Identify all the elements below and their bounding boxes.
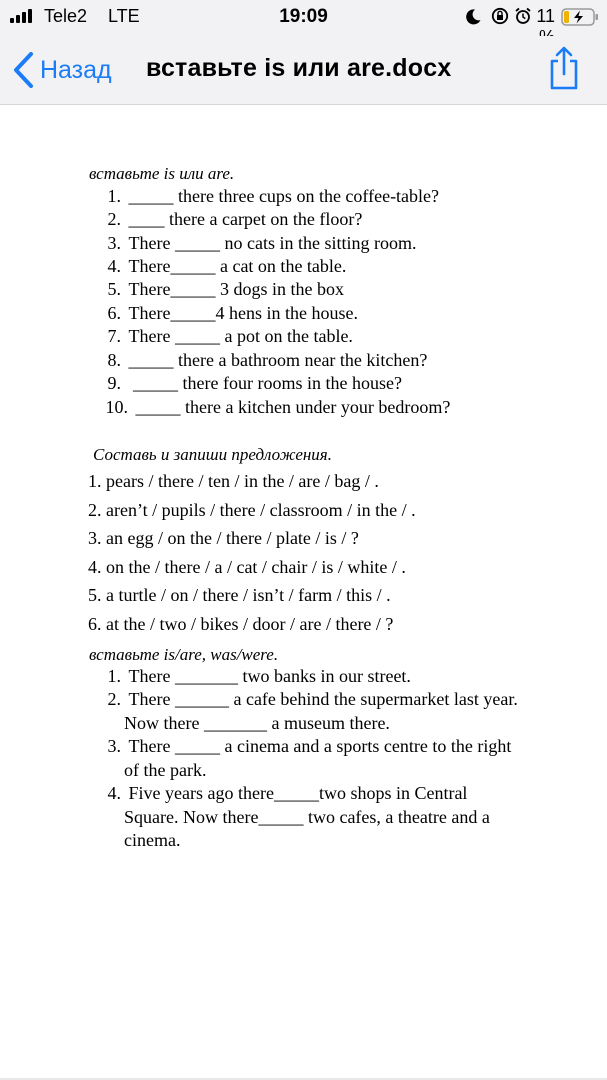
battery-charging-icon (561, 8, 599, 26)
list-item: 1. There _______ two banks in our street. (107, 666, 411, 686)
list-item-continuation: Square. Now there_____ two cafes, a theatre and a (124, 807, 490, 827)
list-item: 2. There ______ a cafe behind the supermarket last year. (107, 689, 518, 709)
back-button[interactable] (12, 50, 112, 90)
list-item: 4. There_____ a cat on the table. (107, 256, 347, 276)
list-item: 8. _____ there a bathroom near the kitchen? (107, 350, 428, 370)
battery-percent: 11 (536, 6, 555, 26)
list-item: 1. pears / there / ten / in the / are / bag / . (88, 471, 379, 491)
list-item: 3. There _____ a cinema and a sports centre to the right (107, 736, 512, 756)
network-type: LTE (108, 6, 140, 26)
section-heading: вставьте is или are. (89, 164, 235, 183)
list-item: 4. Five years ago there_____two shops in Central (107, 783, 468, 803)
list-item: 4. on the / there / a / cat / chair / is / white / . (88, 557, 406, 577)
navigation-bar (0, 36, 607, 105)
chevron-left-icon (12, 52, 34, 88)
list-item: 3. There _____ no cats in the sitting room. (107, 233, 417, 253)
section-heading: вставьте is/are, was/were. (89, 645, 279, 664)
moon-icon (464, 8, 482, 26)
list-item: 3. an egg / on the / there / plate / is / ? (88, 528, 359, 548)
document-page[interactable] (0, 105, 607, 1080)
list-item: 2. ____ there a carpet on the floor? (107, 209, 363, 229)
document-title: вставьте is или are.docx (146, 54, 452, 82)
list-item: 1. _____ there three cups on the coffee-table? (107, 186, 440, 206)
list-item: 7. There _____ a pot on the table. (107, 326, 353, 346)
status-time: 19:09 (279, 6, 328, 27)
list-item: 9. _____ there four rooms in the house? (107, 373, 402, 393)
rotation-lock-icon (491, 7, 509, 25)
carrier-name: Tele2 (44, 6, 88, 26)
status-bar (0, 0, 607, 36)
list-item-continuation: cinema. (124, 830, 181, 850)
list-item: 5. a turtle / on / there / isn’t / farm / this / . (88, 585, 391, 605)
share-icon[interactable] (544, 44, 584, 92)
list-item: 6. at the / two / bikes / door / are / there / ? (88, 614, 394, 634)
list-item-continuation: of the park. (124, 760, 207, 780)
back-button-label: Назад (40, 55, 112, 84)
list-item: 10. _____ there a kitchen under your bedroom? (105, 397, 451, 417)
list-item-continuation: Now there _______ a museum there. (124, 713, 390, 733)
list-item: 5. There_____ 3 dogs in the box (107, 279, 344, 299)
list-item: 2. aren’t / pupils / there / classroom / in the / . (88, 500, 416, 520)
section-heading: Составь и запиши предложения. (93, 445, 332, 464)
list-item: 6. There_____4 hens in the house. (107, 303, 358, 323)
